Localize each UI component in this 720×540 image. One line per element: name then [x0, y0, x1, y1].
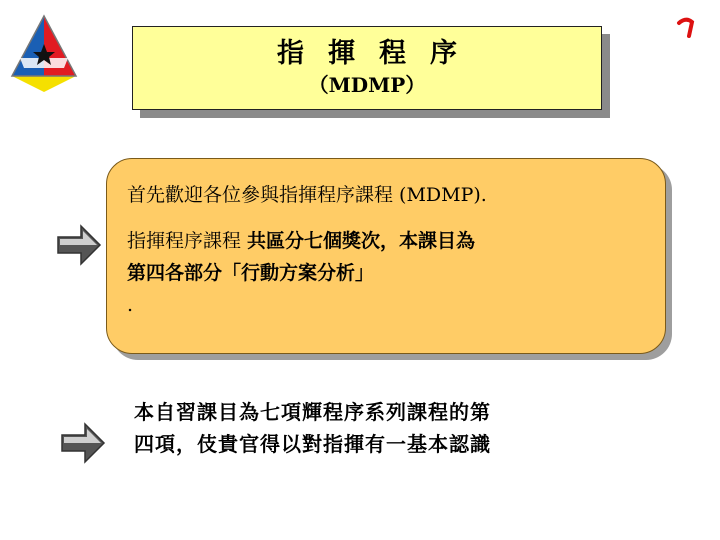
page-subtitle: （MDMP）: [308, 73, 426, 97]
red-hook-mark-icon: [676, 16, 696, 38]
triangle-emblem-icon: [8, 14, 80, 94]
course-description: [127, 225, 651, 257]
self-study-note: [134, 396, 634, 460]
note-line-1: 本自習課目為七項輝程序系列課程的第: [134, 400, 491, 424]
page-title: 指揮程序: [277, 38, 481, 69]
note-line-2: 四項，伎貴官得以對指揮有一基本認識: [134, 432, 491, 456]
trailing-period: .: [127, 294, 134, 316]
course-part-text: 第四各部分「行動方案分析」: [127, 262, 375, 284]
course-description-normal: 指揮程序課程: [127, 230, 248, 252]
right-arrow-icon: [58, 420, 108, 466]
welcome-text: 首先歡迎各位參與指揮程序課程 (MDMP).: [127, 184, 487, 206]
course-description-bold: 共區分七個獎次，本課目為: [247, 230, 476, 252]
right-arrow-icon: [54, 222, 104, 268]
title-banner: [132, 26, 602, 110]
content-panel: [106, 158, 666, 354]
